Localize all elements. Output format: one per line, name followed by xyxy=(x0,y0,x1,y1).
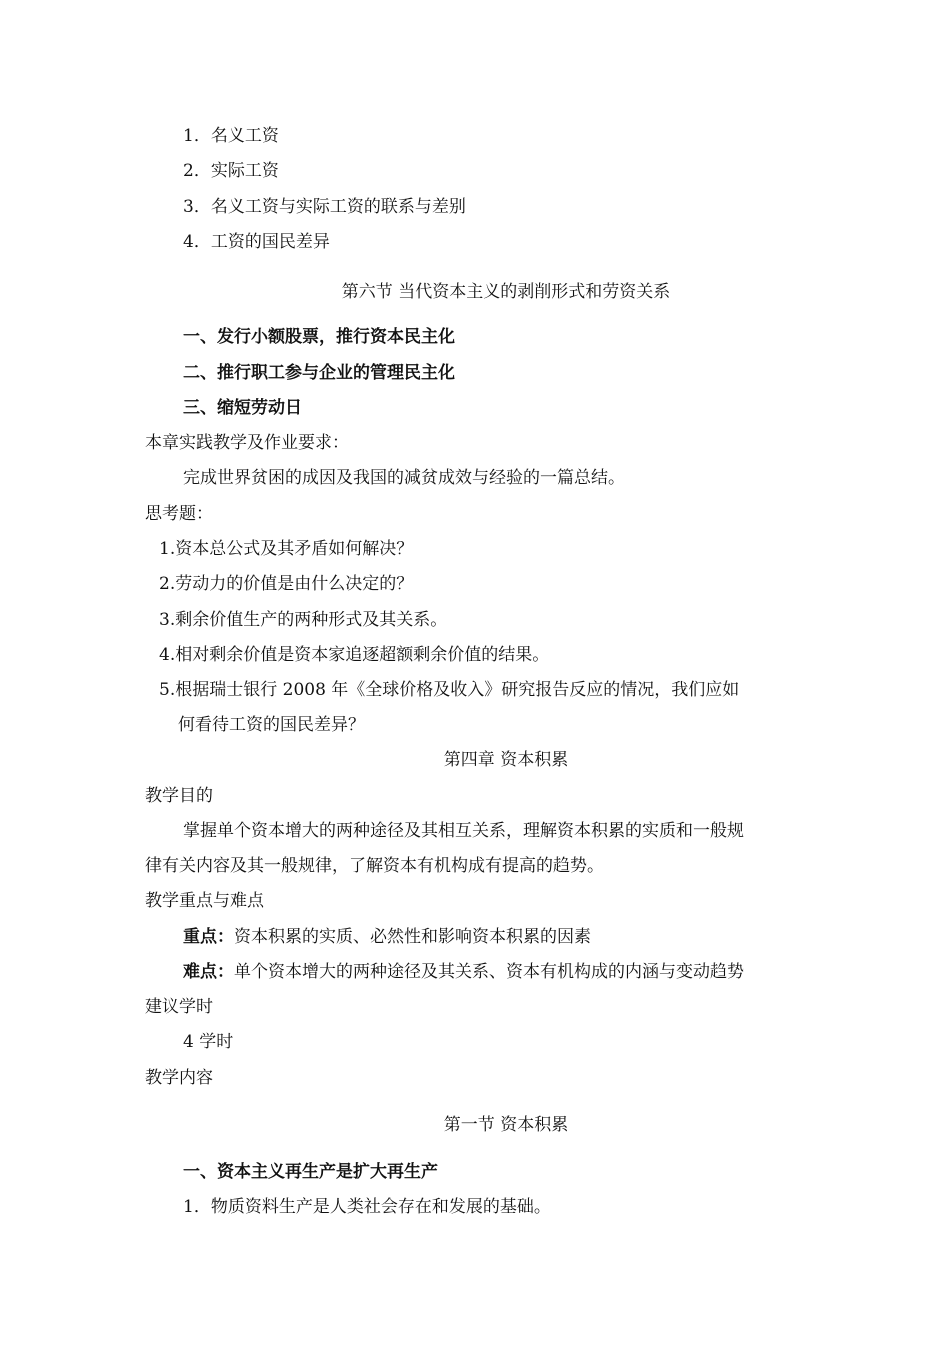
difficult-point xyxy=(183,961,744,983)
keypoints-heading: 教学重点与难点 xyxy=(145,891,264,911)
practice-heading: 本章实践教学及作业要求： xyxy=(145,433,349,453)
key-point xyxy=(183,926,591,948)
question-item: 3.剩余价值生产的两种形式及其关系。 xyxy=(159,610,448,630)
section-heading: 二、推行职工参与企业的管理民主化 xyxy=(183,363,455,383)
key-label: 重点： xyxy=(183,927,234,947)
section-title: 第一节 资本积累 xyxy=(443,1115,569,1135)
chapter-title: 第四章 资本积累 xyxy=(443,750,569,770)
difficult-text: 单个资本增大的两种途径及其关系、资本有机构成的内涵与变动趋势 xyxy=(234,962,744,982)
section-heading: 三、缩短劳动日 xyxy=(183,398,302,418)
practice-text: 完成世界贫困的成因及我国的减贫成效与经验的一篇总结。 xyxy=(183,468,625,488)
objective-text: 掌握单个资本增大的两种途径及其相互关系，理解资本积累的实质和一般规 xyxy=(183,821,744,841)
list-item: 3．名义工资与实际工资的联系与差别 xyxy=(183,197,466,217)
questions-heading: 思考题： xyxy=(145,504,213,524)
list-item: 1．名义工资 xyxy=(183,126,279,146)
list-item: 2．实际工资 xyxy=(183,161,279,181)
section-heading: 一、资本主义再生产是扩大再生产 xyxy=(183,1162,438,1182)
question-item-continuation: 何看待工资的国民差异？ xyxy=(178,715,365,735)
question-item: 1.资本总公式及其矛盾如何解决？ xyxy=(159,539,414,559)
section-heading: 一、发行小额股票，推行资本民主化 xyxy=(183,327,455,347)
list-item: 4．工资的国民差异 xyxy=(183,232,330,252)
content-heading: 教学内容 xyxy=(145,1068,213,1088)
objective-heading: 教学目的 xyxy=(145,786,213,806)
objective-text: 律有关内容及其一般规律，了解资本有机构成有提高的趋势。 xyxy=(145,856,604,876)
hours-heading: 建议学时 xyxy=(145,997,213,1017)
list-item: 1．物质资料生产是人类社会存在和发展的基础。 xyxy=(183,1197,551,1217)
question-item: 2.劳动力的价值是由什么决定的？ xyxy=(159,574,414,594)
question-item: 5.根据瑞士银行 2008 年《全球价格及收入》研究报告反应的情况，我们应如 xyxy=(159,680,740,700)
hours-text: 4 学时 xyxy=(183,1032,234,1052)
section-title: 第六节 当代资本主义的剥削形式和劳资关系 xyxy=(341,282,671,302)
question-item: 4.相对剩余价值是资本家追逐超额剩余价值的结果。 xyxy=(159,645,550,665)
difficult-label: 难点： xyxy=(183,962,234,982)
key-text: 资本积累的实质、必然性和影响资本积累的因素 xyxy=(234,927,591,947)
